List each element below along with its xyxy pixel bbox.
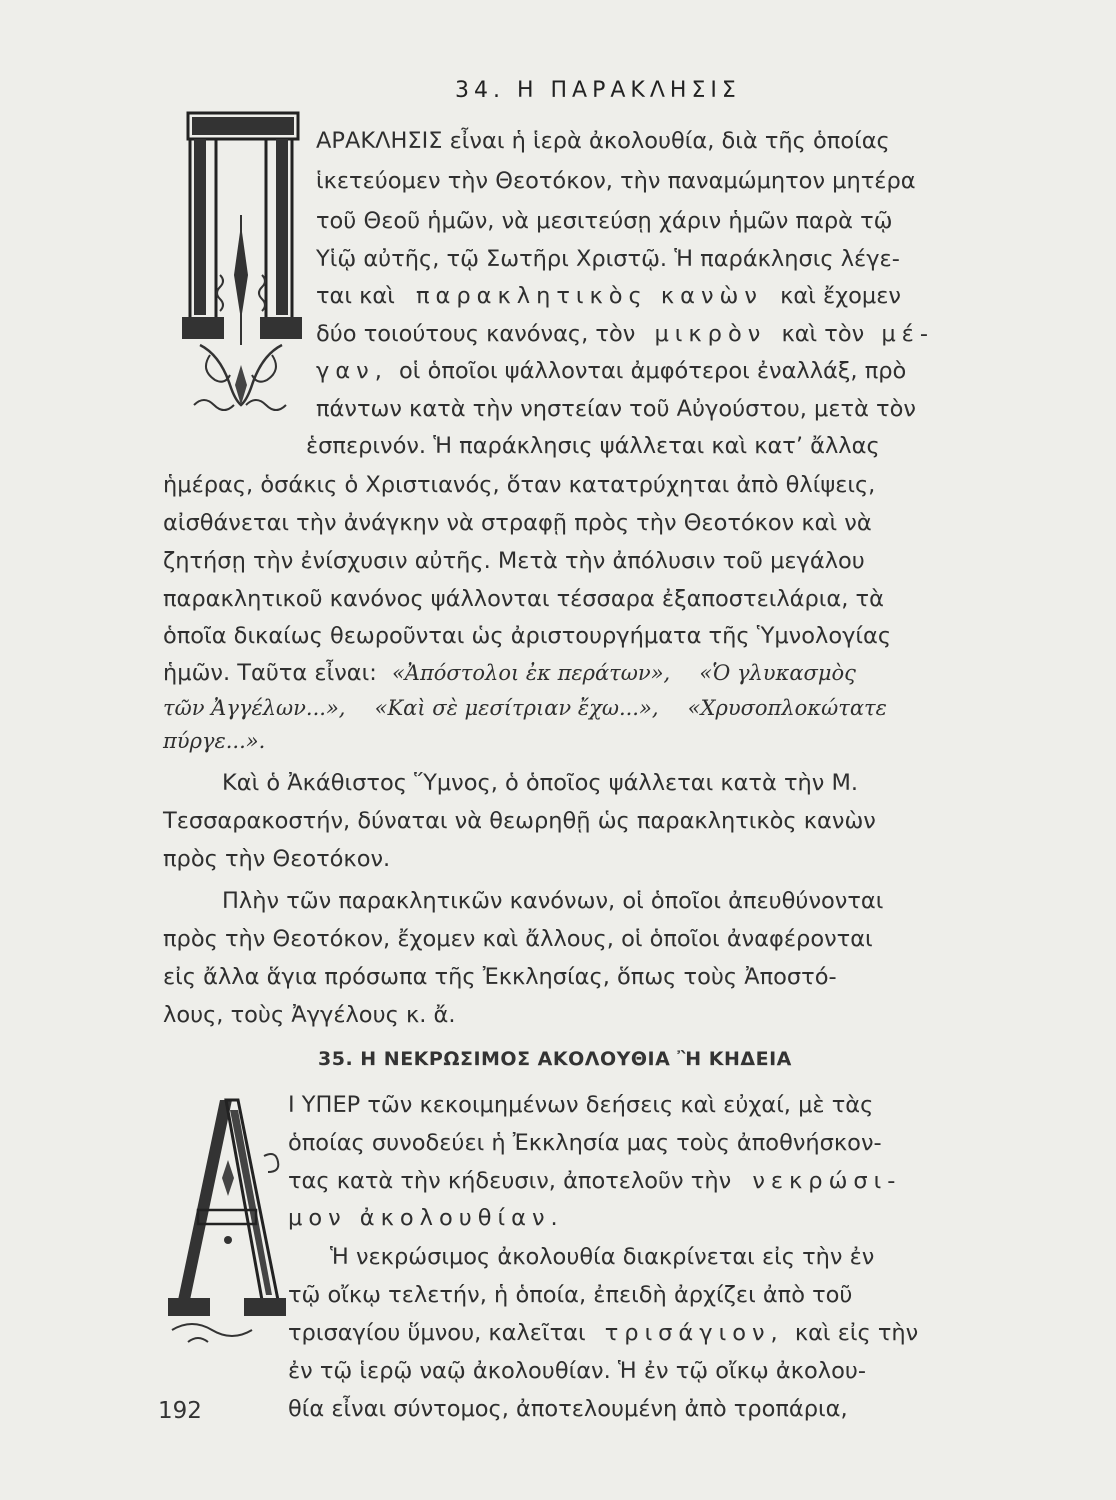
dropcap-pi-ornament: [180, 105, 306, 423]
s35-line-2: ὁποίας συνοδεύει ἡ Ἐκκλησία μας τοὺς ἀποθνήσκον-: [288, 1130, 882, 1156]
s34-line-15-a: ἡμῶν. Ταῦτα εἶναι:: [163, 660, 377, 686]
hymn-apostoloi: «Ἀπόστολοι ἐκ περάτων»,: [391, 661, 671, 685]
term-mikron: μικρὸν: [654, 321, 767, 347]
term-trisagion: τρισάγιον,: [604, 1320, 784, 1346]
s34-line-2: ἱκετεύομεν τὴν Θεοτόκον, τὴν παναμώμητον μητέρα: [316, 168, 916, 194]
s34-line-6-c: καὶ τὸν: [781, 321, 865, 347]
s35-line-8: ἐν τῷ ἱερῷ ναῷ ἀκολουθίαν. Ἡ ἐν τῷ οἴκῳ ἀκολου-: [288, 1358, 866, 1384]
s34-line-17: [163, 728, 265, 754]
hymn-kai-se-mesitrian: «Καὶ σὲ μεσίτριαν ἔχω...»,: [374, 696, 659, 720]
s35-line-1: Ι ΥΠΕΡ τῶν κεκοιμημένων δεήσεις καὶ εὐχαί, μὲ τὰς: [288, 1092, 874, 1118]
s35-line-3: [288, 1168, 901, 1194]
s34-line-7: [316, 358, 906, 384]
page-number: 192: [158, 1398, 202, 1424]
s34-line-15: [163, 660, 856, 686]
s34-line-5-a: ται καὶ: [316, 283, 395, 309]
hymn-chrysoplokotate: «Χρυσοπλοκώτατε: [687, 696, 887, 720]
s34-line-14: ὁποῖα δικαίως θεωροῦνται ὡς ἀριστουργήματα τῆς Ὑμνολογίας: [163, 623, 892, 649]
s34-line-7-b: οἱ ὁποῖοι ψάλλονται ἀμφότεροι ἐναλλάξ, πρὸ: [399, 358, 907, 384]
term-megan-end: γαν,: [316, 358, 388, 384]
s34-line-3: τοῦ Θεοῦ ἡμῶν, νὰ μεσιτεύσῃ χάριν ἡμῶν παρὰ τῷ: [316, 208, 893, 234]
s34-line-4: Υἱῷ αὐτῆς, τῷ Σωτῆρι Χριστῷ. Ἡ παράκλησις λέγε-: [316, 246, 900, 272]
term-akolouthian: μον ἀκολουθίαν.: [288, 1205, 564, 1231]
s34-line-10: ἡμέρας, ὁσάκις ὁ Χριστιανός, ὅταν κατατρύχηται ἀπὸ θλίψεις,: [163, 472, 876, 498]
s34-line-12: ζητήσῃ τὴν ἐνίσχυσιν αὐτῆς. Μετὰ τὴν ἀπόλυσιν τοῦ μεγάλου: [163, 548, 865, 574]
s35-line-7: [288, 1320, 918, 1346]
section-35-title: 35. Η ΝΕΚΡΩΣΙΜΟΣ ΑΚΟΛΟΥΘΙΑ Ἢ ΚΗΔΕΙΑ: [318, 1048, 792, 1070]
s34-line-5-c: καὶ ἔχομεν: [780, 283, 901, 309]
hymn-glykasmos: «Ὁ γλυκασμὸς: [699, 661, 856, 685]
s34-line-23: εἰς ἄλλα ἅγια πρόσωπα τῆς Ἐκκλησίας, ὅπως τοὺς Ἀποστό-: [163, 964, 837, 990]
s34-line-19: Τεσσαρακοστήν, δύναται νὰ θεωρηθῇ ὡς παρακλητικὸς κανὼν: [163, 808, 876, 834]
s34-line-22: πρὸς τὴν Θεοτόκον, ἔχομεν καὶ ἄλλους, οἱ ὁποῖοι ἀναφέρονται: [163, 926, 873, 952]
s35-line-7-c: καὶ εἰς τὴν: [794, 1320, 919, 1346]
term-megan: μέ-: [881, 321, 934, 347]
hymn-chrysoplokotate-end: πύργε...».: [163, 729, 266, 753]
s34-line-24: λους, τοὺς Ἀγγέλους κ. ἄ.: [163, 1002, 456, 1028]
s34-line-13: παρακλητικοῦ κανόνος ψάλλονται τέσσαρα ἐξαποστειλάρια, τὰ: [163, 586, 884, 612]
s34-line-11: αἰσθάνεται τὴν ἀνάγκην νὰ στραφῇ πρὸς τὴν Θεοτόκον καὶ νὰ: [163, 510, 872, 536]
s35-line-6: τῷ οἴκῳ τελετήν, ἡ ὁποία, ἐπειδὴ ἀρχίζει ἀπὸ τοῦ: [288, 1282, 853, 1308]
s35-line-9: θία εἶναι σύντομος, ἀποτελουμένη ἀπὸ τροπάρια,: [288, 1396, 848, 1422]
s34-line-21: Πλὴν τῶν παρακλητικῶν κανόνων, οἱ ὁποῖοι ἀπευθύνονται: [222, 888, 884, 914]
s34-line-16: [163, 695, 887, 721]
dropcap-alpha-ornament: [168, 1090, 286, 1348]
s34-line-5: [316, 283, 901, 309]
term-nekrosimon: νεκρώσι-: [752, 1168, 902, 1194]
s34-line-6: [316, 321, 934, 347]
s34-line-18: Καὶ ὁ Ἀκάθιστος Ὕμνος, ὁ ὁποῖος ψάλλεται κατὰ τὴν Μ.: [222, 770, 859, 796]
s34-line-1: ΑΡΑΚΛΗΣΙΣ εἶναι ἡ ἱερὰ ἀκολουθία, διὰ τῆς ὁποίας: [316, 128, 890, 154]
s34-line-6-a: δύο τοιούτους κανόνας, τὸν: [316, 321, 636, 347]
section-34-title: 34. Η ΠΑΡΑΚΛΗΣΙΣ: [455, 78, 741, 103]
s35-line-4: [288, 1205, 564, 1231]
s35-line-3-a: τας κατὰ τὴν κήδευσιν, ἀποτελοῦν τὴν: [288, 1168, 732, 1194]
s35-line-7-a: τρισαγίου ὕμνου, καλεῖται: [288, 1320, 586, 1346]
s35-line-5: Ἡ νεκρώσιμος ἀκολουθία διακρίνεται εἰς τὴν ἐν: [330, 1244, 875, 1270]
term-parakletikos-kanon: παρακλητικὸς κανὼν: [416, 283, 763, 309]
s34-line-9: ἑσπερινόν. Ἡ παράκλησις ψάλλεται καὶ κατ’ ἄλλας: [306, 433, 880, 459]
hymn-glykasmos-end: τῶν Ἀγγέλων...»,: [163, 696, 346, 720]
s34-line-20: πρὸς τὴν Θεοτόκον.: [163, 846, 391, 872]
s34-line-8: πάντων κατὰ τὴν νηστείαν τοῦ Αὐγούστου, μετὰ τὸν: [316, 396, 916, 422]
